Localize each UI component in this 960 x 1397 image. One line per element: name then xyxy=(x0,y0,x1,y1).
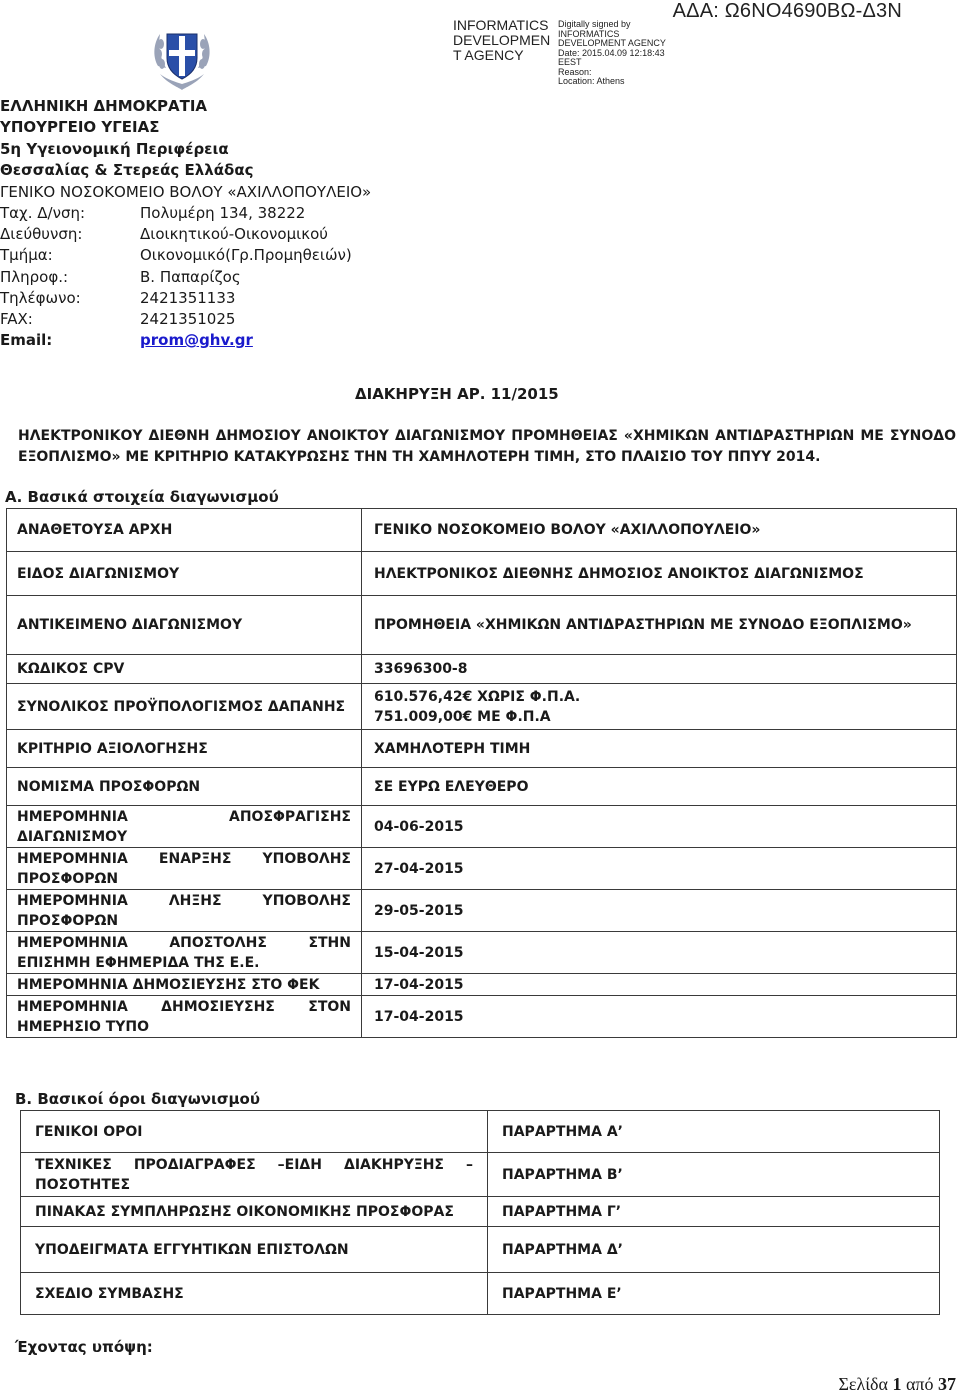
email-label: Email: xyxy=(0,331,53,350)
table-cell-value: 17-04-2015 xyxy=(362,974,957,996)
signature-line: DEVELOPMENT AGENCY xyxy=(558,38,666,48)
signature-line: Digitally signed by xyxy=(558,19,631,29)
table-cell-label: ΗΜΕΡΟΜΗΝΙΑ ΕΝΑΡΞΗΣ ΥΠΟΒΟΛΗΣ ΠΡΟΣΦΟΡΩΝ xyxy=(7,848,362,890)
table-row xyxy=(21,1197,940,1227)
tender-subject: ΗΛΕΚΤΡΟΝΙΚΟΥ ΔΙΕΘΝΗ ΔΗΜΟΣΙΟΥ ΑΝΟΙΚΤΟΥ ΔΙΑΓΩΝΙΣΜΟΥ ΠΡΟΜΗΘΕΙΑΣ «ΧΗΜΙΚΩΝ ΑΝΤΙΔΡΑΣΤΗΡΙΩΝ ΜΕ ΣΥΝΟΔΟ ΕΞΟΠΛΙΣΜΟ» ΜΕ ΚΡΙΤΗΡΙΟ ΚΑΤΑΚΥΡΩΣΗΣ ΤΗΝ ΤΗ ΧΑΜΗΛΟΤΕΡΗ ΤΙΜΗ, ΣΤΟ ΠΛΑΙΣΙΟ ΤΟΥ ΠΠΥΥ 2014. xyxy=(18,428,956,465)
table-cell-value: 17-04-2015 xyxy=(362,996,957,1038)
authority-line: Θεσσαλίας & Στερεάς Ελλάδας xyxy=(0,161,254,180)
table-row xyxy=(7,996,957,1038)
table-row xyxy=(7,974,957,996)
contact-label: FAX: xyxy=(0,309,33,328)
table-cell-label: ΚΡΙΤΗΡΙΟ ΑΞΙΟΛΟΓΗΣΗΣ xyxy=(7,730,362,768)
table-cell-label: ΗΜΕΡΟΜΗΝΙΑ ΔΗΜΟΣΙΕΥΣΗΣ ΣΤΟΝ ΗΜΕΡΗΣΙΟ ΤΥΠΟ xyxy=(7,996,362,1038)
contact-label: Τμήμα: xyxy=(0,246,53,265)
digital-signature xyxy=(453,17,666,86)
declaration-title: ΔΙΑΚΗΡΥΞΗ ΑΡ. 11/2015 xyxy=(355,385,559,403)
contact-value: Διοικητικού-Οικονομικού xyxy=(140,225,328,244)
table-cell-value: ΠΑΡΑΡΤΗΜΑ Δ’ xyxy=(488,1227,940,1273)
table-row xyxy=(7,684,957,730)
contact-value: 2421351133 xyxy=(140,288,236,307)
contact-value: 2421351025 xyxy=(140,309,236,328)
table-row xyxy=(21,1227,940,1273)
authority-header xyxy=(0,96,371,203)
table-cell-value: 33696300-8 xyxy=(362,655,957,684)
table-cell-label: ΠΙΝΑΚΑΣ ΣΥΜΠΛΗΡΩΣΗΣ ΟΙΚΟΝΟΜΙΚΗΣ ΠΡΟΣΦΟΡΑΣ xyxy=(21,1197,488,1227)
table-cell-value: ΠΑΡΑΡΤΗΜΑ Ε’ xyxy=(488,1273,940,1315)
signature-organization: INFORMATICS DEVELOPMEN T AGENCY xyxy=(453,17,551,63)
signature-line: Reason: xyxy=(558,66,592,77)
authority-line: 5η Υγειονομική Περιφέρεια xyxy=(0,139,229,158)
ada-number: ΑΔΑ: Ω6ΝΟ4690ΒΩ-Δ3Ν xyxy=(672,0,902,22)
of-word: από xyxy=(905,1374,934,1394)
section-a-heading: Α. Βασικά στοιχεία διαγωνισμού xyxy=(5,488,279,506)
table-row xyxy=(21,1273,940,1315)
table-cell-value: ΧΑΜΗΛΟΤΕΡΗ ΤΙΜΗ xyxy=(362,730,957,768)
table-cell-value: ΠΑΡΑΡΤΗΜΑ Α’ xyxy=(488,1111,940,1153)
table-row xyxy=(21,1111,940,1153)
contact-label: Τηλέφωνο: xyxy=(0,288,81,307)
table-cell-label: ΥΠΟΔΕΙΓΜΑΤΑ ΕΓΓΥΗΤΙΚΩΝ ΕΠΙΣΤΟΛΩΝ xyxy=(21,1227,488,1273)
table-cell-label: ΑΝΤΙΚΕΙΜΕΝΟ ΔΙΑΓΩΝΙΣΜΟΥ xyxy=(7,596,362,655)
tender-details-table xyxy=(6,508,957,1038)
table-cell-label: ΤΕΧΝΙΚΕΣ ΠΡΟΔΙΑΓΡΑΦΕΣ –ΕΙΔΗ ΔΙΑΚΗΡΥΞΗΣ – ΠΟΣΟΤΗΤΕΣ xyxy=(21,1153,488,1197)
table-row xyxy=(21,1153,940,1197)
signature-line: Location: Athens xyxy=(558,76,625,86)
table-cell-label: ΗΜΕΡΟΜΗΝΙΑ ΑΠΟΣΦΡΑΓΙΣΗΣ ΔΙΑΓΩΝΙΣΜΟΥ xyxy=(7,806,362,848)
table-cell-value: ΠΑΡΑΡΤΗΜΑ Β’ xyxy=(488,1153,940,1197)
table-row xyxy=(7,890,957,932)
page-total: 37 xyxy=(938,1374,956,1394)
page-word: Σελίδα xyxy=(838,1374,888,1394)
table-cell-value: 29-05-2015 xyxy=(362,890,957,932)
budget-without-vat: 610.576,42€ ΧΩΡΙΣ Φ.Π.Α. xyxy=(374,688,581,705)
signature-details xyxy=(558,20,673,87)
table-cell-label: ΗΜΕΡΟΜΗΝΙΑ ΛΗΞΗΣ ΥΠΟΒΟΛΗΣ ΠΡΟΣΦΟΡΩΝ xyxy=(7,890,362,932)
table-cell-value: 15-04-2015 xyxy=(362,932,957,974)
contact-value: Οικονομικό(Γρ.Προμηθειών) xyxy=(140,246,352,265)
table-row xyxy=(7,932,957,974)
table-cell-label: ΝΟΜΙΣΜΑ ΠΡΟΣΦΟΡΩΝ xyxy=(7,768,362,806)
page-number: 1 xyxy=(892,1374,902,1394)
table-cell-value: ΠΑΡΑΡΤΗΜΑ Γ’ xyxy=(488,1197,940,1227)
table-row xyxy=(7,552,957,596)
signature-line: EEST xyxy=(558,57,582,67)
contact-label: Διεύθυνση: xyxy=(0,225,83,244)
table-cell-value: 04-06-2015 xyxy=(362,806,957,848)
contact-value: Πολυμέρη 134, 38222 xyxy=(140,204,306,222)
having-regard-heading: Έχοντας υπόψη: xyxy=(15,1338,153,1356)
hospital-name: ΓΕΝΙΚΟ ΝΟΣΟΚΟΜΕΙΟ ΒΟΛΟΥ «ΑΧΙΛΛΟΠΟΥΛΕΙΟ» xyxy=(0,182,372,201)
table-cell-label: ΣΧΕΔΙΟ ΣΥΜΒΑΣΗΣ xyxy=(21,1273,488,1315)
table-row xyxy=(7,655,957,684)
contact-label: Ταχ. Δ/νση: xyxy=(0,204,86,222)
table-cell-value: ΣΕ ΕΥΡΩ ΕΛΕΥΘΕΡΟ xyxy=(362,768,957,806)
authority-line: ΥΠΟΥΡΓΕΙΟ ΥΓΕΙΑΣ xyxy=(0,118,160,137)
email-link[interactable]: prom@ghv.gr xyxy=(140,331,253,350)
table-row xyxy=(7,509,957,552)
table-cell-label: ΕΙΔΟΣ ΔΙΑΓΩΝΙΣΜΟΥ xyxy=(7,552,362,596)
contact-value: Β. Παπαρίζος xyxy=(140,267,241,286)
table-cell-value: ΠΡΟΜΗΘΕΙΑ «ΧΗΜΙΚΩΝ ΑΝΤΙΔΡΑΣΤΗΡΙΩΝ ΜΕ ΣΥΝΟΔΟ ΕΞΟΠΛΙΣΜΟ» xyxy=(362,596,957,655)
signature-line: INFORMATICS xyxy=(558,28,620,39)
table-row xyxy=(7,730,957,768)
tender-terms-table xyxy=(20,1110,940,1315)
table-cell-value: ΗΛΕΚΤΡΟΝΙΚΟΣ ΔΙΕΘΝΗΣ ΔΗΜΟΣΙΟΣ ΑΝΟΙΚΤΟΣ ΔΙΑΓΩΝΙΣΜΟΣ xyxy=(362,552,957,596)
table-row xyxy=(7,768,957,806)
table-cell-label: ΚΩΔΙΚΟΣ CPV xyxy=(7,655,362,684)
greek-emblem-icon xyxy=(150,24,214,94)
table-cell-value: ΓΕΝΙΚΟ ΝΟΣΟΚΟΜΕΙΟ ΒΟΛΟΥ «ΑΧΙΛΛΟΠΟΥΛΕΙΟ» xyxy=(362,509,957,552)
table-cell-label: ΗΜΕΡΟΜΗΝΙΑ ΔΗΜΟΣΙΕΥΣΗΣ ΣΤΟ ΦΕΚ xyxy=(7,974,362,996)
table-cell-value: 27-04-2015 xyxy=(362,848,957,890)
contact-label: Πληροφ.: xyxy=(0,267,69,286)
table-cell-value xyxy=(362,684,957,730)
table-cell-label: ΣΥΝΟΛΙΚΟΣ ΠΡΟΫΠΟΛΟΓΙΣΜΟΣ ΔΑΠΑΝΗΣ xyxy=(7,684,362,730)
table-cell-label: ΑΝΑΘΕΤΟΥΣΑ ΑΡΧΗ xyxy=(7,509,362,552)
budget-with-vat: 751.009,00€ ΜΕ Φ.Π.Α xyxy=(374,708,551,725)
page-footer xyxy=(838,1374,956,1395)
table-cell-label: ΓΕΝΙΚΟΙ ΟΡΟΙ xyxy=(21,1111,488,1153)
table-cell-label: ΗΜΕΡΟΜΗΝΙΑ ΑΠΟΣΤΟΛΗΣ ΣΤΗΝ ΕΠΙΣΗΜΗ ΕΦΗΜΕΡΙΔΑ ΤΗΣ Ε.Ε. xyxy=(7,932,362,974)
table-row xyxy=(7,848,957,890)
table-row xyxy=(7,806,957,848)
table-row xyxy=(7,596,957,655)
section-b-heading: Β. Βασικοί όροι διαγωνισμού xyxy=(15,1090,260,1108)
authority-line: ΕΛΛΗΝΙΚΗ ΔΗΜΟΚΡΑΤΙΑ xyxy=(0,97,208,115)
signature-line: Date: 2015.04.09 12:18:43 xyxy=(558,47,665,58)
